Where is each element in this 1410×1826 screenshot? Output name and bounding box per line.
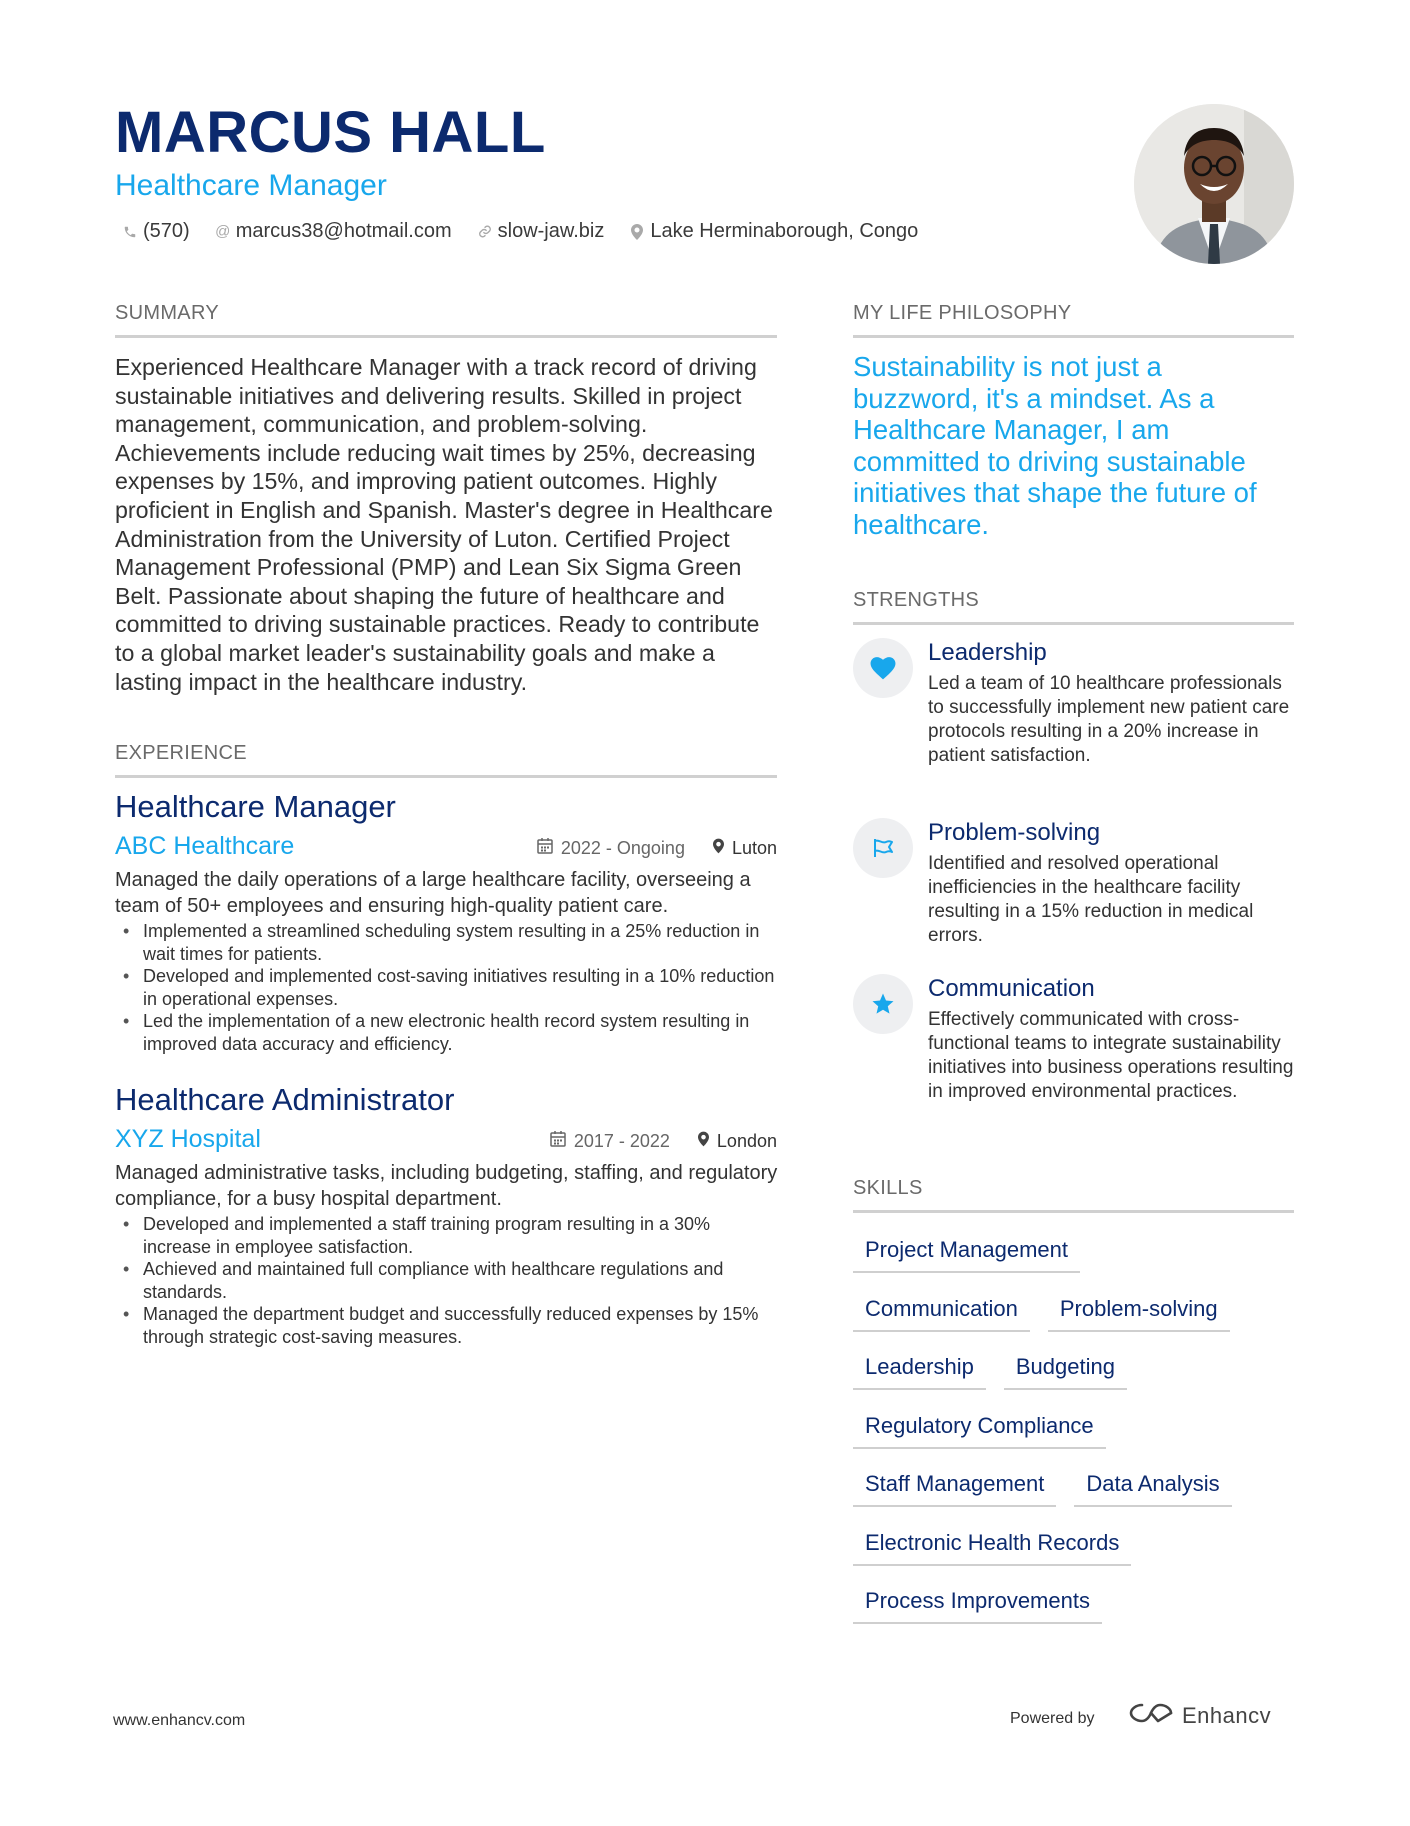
footer-url[interactable]: www.enhancv.com	[113, 1712, 246, 1729]
job-dates	[537, 836, 685, 860]
skill-tag: Leadership	[853, 1349, 986, 1390]
strengths-heading: STRENGTHS	[853, 589, 1294, 625]
skill-tag: Budgeting	[1004, 1349, 1127, 1390]
brand-logo[interactable]	[1128, 1700, 1271, 1731]
candidate-name: MARCUS HALL	[115, 100, 546, 165]
avatar	[1134, 104, 1294, 264]
job-location-text: London	[716, 1131, 777, 1151]
job-company: ABC Healthcare	[115, 832, 295, 860]
heart-icon	[853, 638, 913, 698]
job-bullets	[115, 1213, 779, 1349]
job-location-text: Luton	[731, 838, 777, 858]
strength-description: Led a team of 10 healthcare professionals to successfully implement new patient care protocols resulting in a 20% increase in patient satisfaction.	[928, 673, 1290, 766]
job-bullets	[115, 920, 779, 1056]
at-icon: @	[215, 223, 231, 240]
skill-tag: Problem-solving	[1048, 1291, 1230, 1332]
job-meta	[550, 1129, 777, 1153]
skills-heading: SKILLS	[853, 1177, 1294, 1213]
list-item: • Managed the department budget and successfully reduced expenses by 15% through strategic cost-saving measures.	[115, 1303, 779, 1348]
location-pin-icon	[713, 836, 724, 860]
job-title: Healthcare Manager	[115, 789, 396, 824]
job-meta	[537, 836, 777, 860]
skill-tag: Project Management	[853, 1232, 1080, 1273]
list-item: • Developed and implemented a staff training program resulting in a 30% increase in employee satisfaction.	[115, 1213, 779, 1258]
job-dates	[550, 1129, 670, 1153]
strength-description: Effectively communicated with cross-functional teams to integrate sustainability initiatives into business operations resulting in improved environmental practices.	[928, 1009, 1294, 1102]
strength-title: Problem-solving	[928, 819, 1101, 846]
skill-tag: Staff Management	[853, 1466, 1056, 1507]
link-icon	[478, 224, 492, 240]
contact-phone	[123, 220, 190, 243]
contact-location-text: Lake Herminaborough, Congo	[650, 220, 919, 242]
contact-website[interactable]	[478, 220, 605, 243]
skill-tag: Process Improvements	[853, 1583, 1102, 1624]
list-item: • Developed and implemented cost-saving initiatives resulting in a 10% reduction in operational expenses.	[115, 965, 779, 1010]
job-dates-text: 2017 - 2022	[573, 1131, 670, 1151]
contact-email-text[interactable]: marcus38@hotmail.com	[235, 220, 452, 242]
phone-icon	[123, 224, 137, 240]
star-icon	[853, 974, 913, 1034]
footer-powered-by: Powered by	[1010, 1710, 1095, 1727]
skill-tag: Electronic Health Records	[853, 1525, 1131, 1566]
summary-heading: SUMMARY	[115, 302, 777, 338]
contact-website-text[interactable]: slow-jaw.biz	[497, 220, 605, 242]
job-dates-text: 2022 - Ongoing	[560, 838, 685, 858]
enhancv-logo-icon	[1128, 1700, 1174, 1731]
strength-description: Identified and resolved operational inefficiencies in the healthcare facility resulting in a 15% reduction in medical errors.	[928, 853, 1254, 946]
job-description: Managed administrative tasks, including budgeting, staffing, and regulatory compliance, for a busy hospital department.	[115, 1162, 778, 1210]
calendar-icon	[550, 1129, 566, 1153]
calendar-icon	[537, 836, 553, 860]
philosophy-quote: Sustainability is not just a buzzword, it's a mindset. As a Healthcare Manager, I am committed to driving sustainable initiatives that shape the future of healthcare.	[853, 351, 1257, 540]
candidate-title: Healthcare Manager	[115, 169, 387, 202]
list-item: • Achieved and maintained full compliance with healthcare regulations and standards.	[115, 1258, 779, 1303]
location-pin-icon	[630, 224, 644, 240]
list-item: • Led the implementation of a new electronic health record system resulting in improved data accuracy and efficiency.	[115, 1010, 779, 1055]
strength-title: Leadership	[928, 639, 1047, 666]
job-location	[698, 1129, 777, 1153]
skill-tag: Data Analysis	[1074, 1466, 1231, 1507]
job-title: Healthcare Administrator	[115, 1082, 455, 1117]
location-pin-icon	[698, 1129, 709, 1153]
skill-tag: Communication	[853, 1291, 1030, 1332]
job-description: Managed the daily operations of a large healthcare facility, overseeing a team of 50+ employees and ensuring high-quality patient care.	[115, 869, 751, 917]
contact-bar	[123, 220, 918, 243]
skills-list	[853, 1232, 1294, 1642]
flag-icon	[853, 818, 913, 878]
philosophy-heading: MY LIFE PHILOSOPHY	[853, 302, 1294, 338]
experience-heading: EXPERIENCE	[115, 742, 777, 778]
contact-phone-text: (570)	[143, 220, 190, 242]
summary-text: Experienced Healthcare Manager with a track record of driving sustainable initiatives and delivering results. Skilled in project management, communication, and problem-solving. Achievements include reducing wait times by 25%, decreasing expenses by 15%, and improving patient outcomes. Highly proficient in English and Spanish. Master's degree in Healthcare Administration from the University of Luton. Certified Project Management Professional (PMP) and Lean Six Sigma Green Belt. Passionate about shaping the future of healthcare and committed to driving sustainable practices. Ready to contribute to a global market leader's sustainability goals and make a lasting impact in the healthcare industry.	[115, 354, 773, 695]
contact-location	[630, 220, 918, 243]
skill-tag: Regulatory Compliance	[853, 1408, 1106, 1449]
job-company: XYZ Hospital	[115, 1125, 261, 1153]
list-item: • Implemented a streamlined scheduling system resulting in a 25% reduction in wait times for patients.	[115, 920, 779, 965]
brand-name: Enhancv	[1182, 1702, 1272, 1728]
job-location	[713, 836, 777, 860]
strength-title: Communication	[928, 975, 1095, 1002]
contact-email[interactable]	[216, 220, 452, 243]
